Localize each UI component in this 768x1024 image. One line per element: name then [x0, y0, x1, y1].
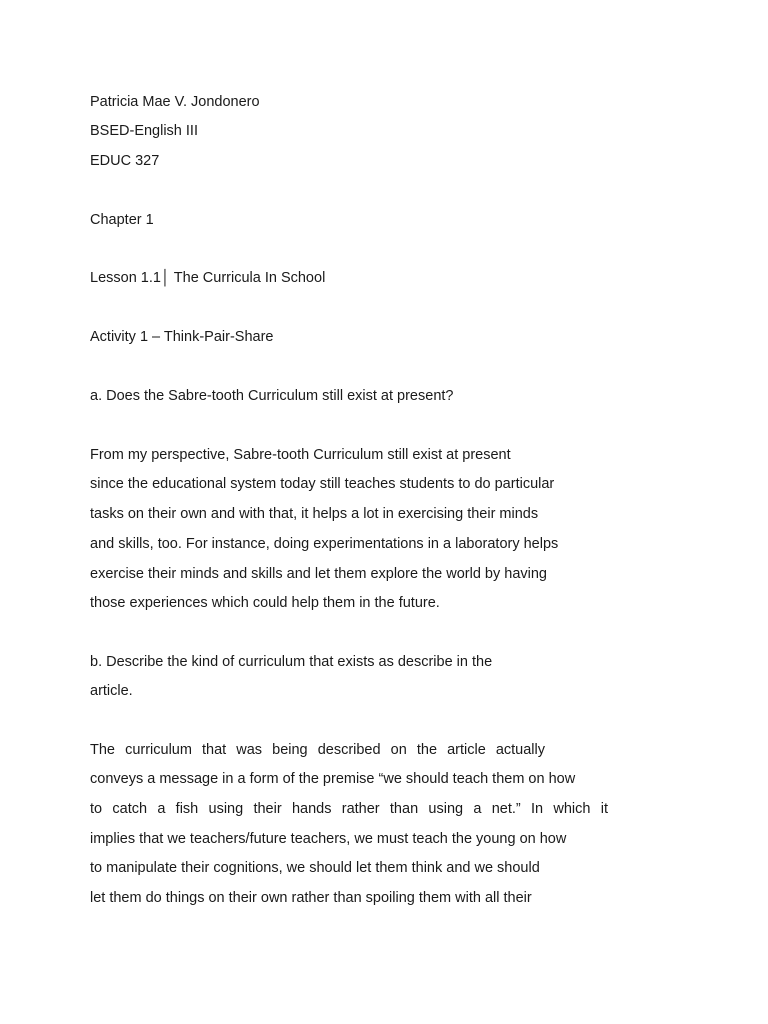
lesson-heading: Lesson 1.1│ The Curricula In School: [90, 270, 326, 286]
answer-a-line: From my perspective, Sabre-tooth Curriculum still exist at present: [90, 447, 511, 463]
answer-a-line: exercise their minds and skills and let them explore the world by having: [90, 566, 547, 582]
answer-a-line: since the educational system today still teaches students to do particular: [90, 476, 555, 492]
student-name: Patricia Mae V. Jondonero: [90, 94, 260, 110]
question-b-line: article.: [90, 683, 133, 699]
answer-b-line: to manipulate their cognitions, we should let them think and we should: [90, 860, 540, 876]
answer-b-line: let them do things on their own rather than spoiling them with all their: [90, 890, 532, 906]
answer-a-line: and skills, too. For instance, doing experimentations in a laboratory helps: [90, 536, 559, 552]
answer-a-line: tasks on their own and with that, it helps a lot in exercising their minds: [90, 506, 539, 522]
question-b-line: b. Describe the kind of curriculum that exists as describe in the: [90, 654, 493, 670]
activity-heading: Activity 1 – Think-Pair-Share: [90, 329, 274, 345]
answer-b-line: conveys a message in a form of the premise “we should teach them on how: [90, 771, 576, 787]
answer-b-line: implies that we teachers/future teachers, we must teach the young on how: [90, 831, 567, 847]
chapter-heading: Chapter 1: [90, 212, 154, 228]
answer-b-line: The curriculum that was being described on the article actually: [90, 742, 545, 758]
subject-code: EDUC 327: [90, 153, 160, 169]
question-a: a. Does the Sabre-tooth Curriculum still exist at present?: [90, 388, 454, 404]
answer-a-line: those experiences which could help them in the future.: [90, 595, 440, 611]
answer-b-line: to catch a fish using their hands rather than using a net.” In which it: [90, 801, 608, 817]
student-course: BSED-English III: [90, 123, 198, 139]
